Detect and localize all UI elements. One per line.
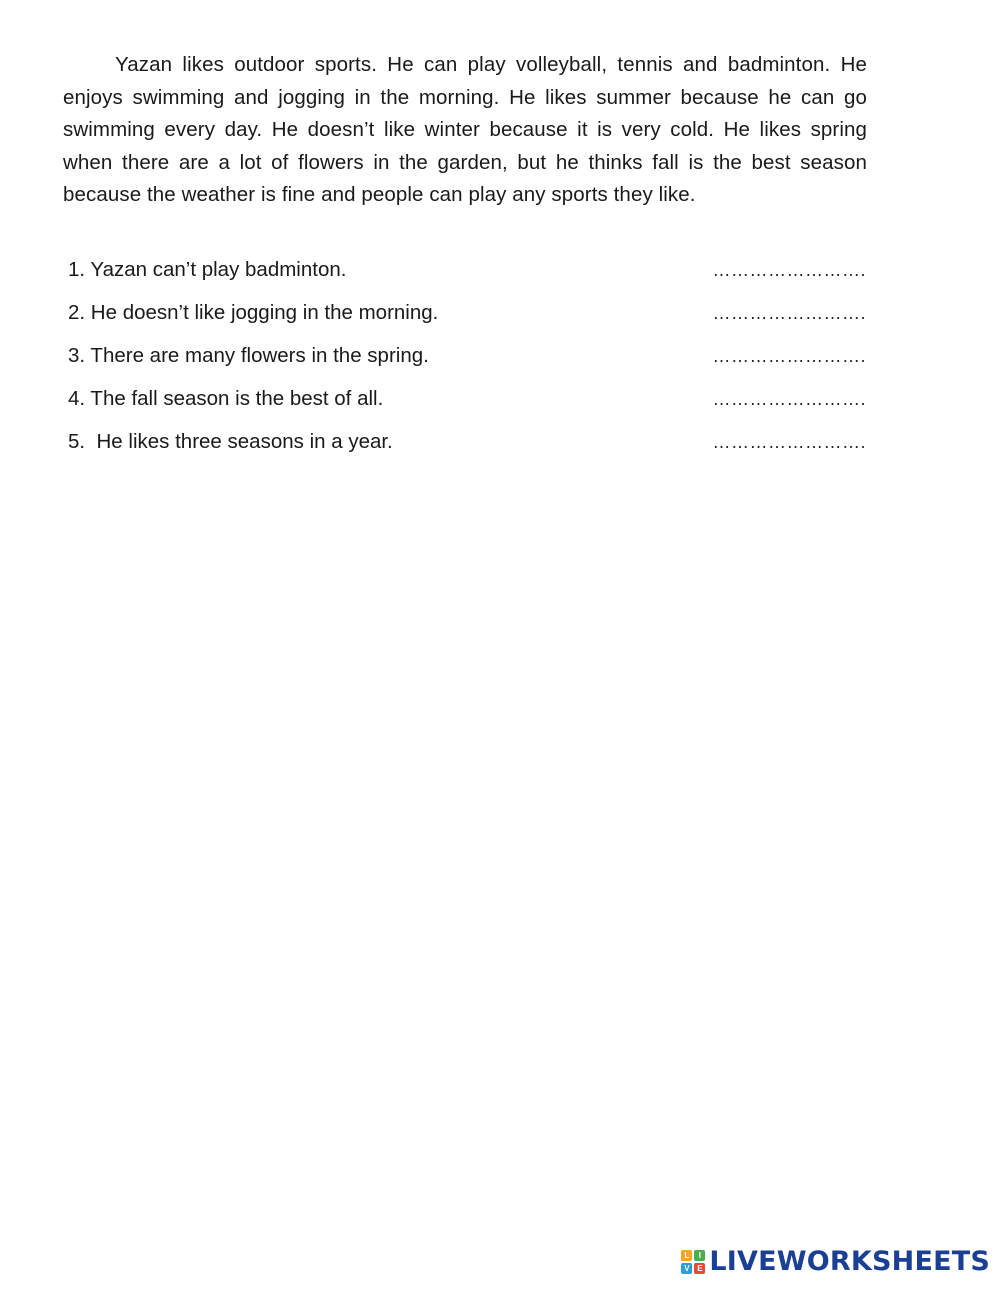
statement-row [68,387,866,430]
reading-passage: Yazan likes outdoor sports. He can play volleyball, tennis and badminton. He enjoys swimming and jogging in the morning. He likes summer because he can go swimming every day. He doesn’t like winter because it is very cold. He likes spring when there are a lot of flowers in the garden, but he thinks fall is the best season because the weather is fine and people can play any sports they like. [63,53,867,207]
answer-blank[interactable]: ……………………. [712,432,866,452]
statement-text: 2. He doesn’t like jogging in the morning. [68,301,439,324]
answer-blank[interactable]: ……………………. [712,303,866,323]
statement-text: 5. He likes three seasons in a year. [68,430,393,453]
statement-text: 1. Yazan can’t play badminton. [68,258,347,281]
logo-block-v: V [681,1263,692,1274]
answer-blank[interactable]: ……………………. [712,389,866,409]
answer-blank[interactable]: ……………………. [712,346,866,366]
statement-row [68,258,866,301]
answer-blank[interactable]: ……………………. [712,260,866,280]
logo-blocks-icon [681,1250,705,1274]
statement-row [68,301,866,344]
statement-text: 3. There are many flowers in the spring. [68,344,429,367]
logo-block-i: I [694,1250,705,1261]
logo-block-l: L [681,1250,692,1261]
logo-wordmark: LIVEWORKSHEETS [709,1246,990,1277]
statement-text: 4. The fall season is the best of all. [68,387,384,410]
logo-block-e: E [694,1263,705,1274]
true-false-statements [68,258,866,473]
statement-row [68,430,866,473]
liveworksheets-logo [681,1246,990,1277]
statement-row [68,344,866,387]
